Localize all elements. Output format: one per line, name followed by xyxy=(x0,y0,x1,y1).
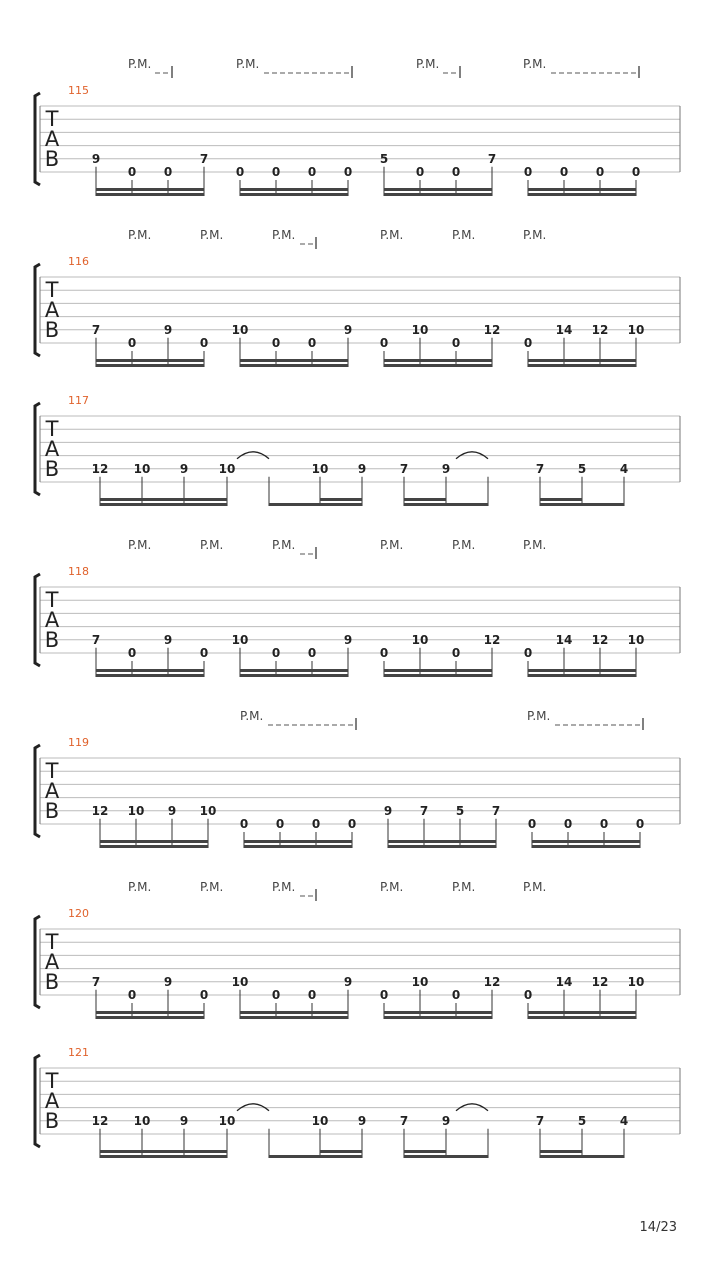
tab-system xyxy=(35,228,680,367)
fret-number: 9 xyxy=(163,974,173,989)
system-bracket xyxy=(35,93,40,185)
beam xyxy=(384,193,492,196)
beam-secondary xyxy=(388,840,496,843)
beam-secondary xyxy=(528,188,636,191)
fret-number: 0 xyxy=(127,165,137,179)
tab-clef-letter: B xyxy=(44,147,60,171)
tab-clef-letter: T xyxy=(45,278,59,302)
fret-number: 0 xyxy=(559,165,569,179)
beam-secondary xyxy=(240,359,348,362)
palm-mute-label: P.M. xyxy=(452,880,476,894)
tab-clef-letter: B xyxy=(44,457,60,481)
beam xyxy=(269,503,362,506)
tab-clef-letter: A xyxy=(44,779,60,803)
beam-secondary xyxy=(100,840,208,843)
beam xyxy=(240,674,348,677)
beam xyxy=(96,674,204,677)
fret-number: 10 xyxy=(411,974,429,989)
fret-number: 14 xyxy=(555,632,573,647)
beam-secondary xyxy=(96,359,204,362)
fret-number: 0 xyxy=(307,646,317,660)
tab-system xyxy=(35,538,680,677)
beam-secondary xyxy=(532,840,640,843)
beam xyxy=(528,364,636,367)
fret-number: 10 xyxy=(231,632,249,647)
fret-number: 10 xyxy=(627,632,645,647)
fret-number: 0 xyxy=(451,988,461,1002)
fret-number: 10 xyxy=(311,461,329,476)
fret-number: 9 xyxy=(383,803,393,818)
beam xyxy=(269,1155,362,1158)
palm-mute-label: P.M. xyxy=(380,880,404,894)
tab-clef-letter: T xyxy=(45,930,59,954)
fret-number: 9 xyxy=(441,1113,451,1128)
fret-number: 10 xyxy=(231,974,249,989)
fret-number: 0 xyxy=(379,988,389,1002)
beam-secondary xyxy=(96,669,204,672)
fret-number: 10 xyxy=(311,1113,329,1128)
fret-number: 0 xyxy=(379,336,389,350)
fret-number: 0 xyxy=(343,165,353,179)
fret-number: 9 xyxy=(167,803,177,818)
tab-clef-letter: A xyxy=(44,127,60,151)
fret-number: 0 xyxy=(271,988,281,1002)
fret-number: 10 xyxy=(127,803,145,818)
fret-number: 0 xyxy=(199,988,209,1002)
beam xyxy=(540,1155,624,1158)
system-bracket xyxy=(35,745,40,837)
tab-system xyxy=(35,880,680,1019)
palm-mute-label: P.M. xyxy=(272,880,296,894)
palm-mute-label: P.M. xyxy=(523,57,547,71)
beam xyxy=(100,845,208,848)
beam xyxy=(240,193,348,196)
palm-mute-label: P.M. xyxy=(523,538,547,552)
fret-number: 12 xyxy=(91,461,109,476)
beam-secondary xyxy=(320,1150,362,1153)
tab-clef-letter: A xyxy=(44,1089,60,1113)
tab-clef-letter: B xyxy=(44,1109,60,1133)
fret-number: 0 xyxy=(451,165,461,179)
system-bracket xyxy=(35,574,40,666)
beam xyxy=(532,845,640,848)
beam-secondary xyxy=(384,359,492,362)
palm-mute-label: P.M. xyxy=(200,538,224,552)
fret-number: 10 xyxy=(411,322,429,337)
palm-mute-label: P.M. xyxy=(380,538,404,552)
beam-secondary xyxy=(384,1011,492,1014)
fret-number: 0 xyxy=(523,165,533,179)
fret-number: 9 xyxy=(343,974,353,989)
fret-number: 12 xyxy=(591,974,609,989)
fret-number: 12 xyxy=(591,632,609,647)
fret-number: 12 xyxy=(591,322,609,337)
beam xyxy=(96,364,204,367)
fret-number: 10 xyxy=(199,803,217,818)
measure-number: 117 xyxy=(68,394,89,407)
tab-system xyxy=(35,709,680,848)
fret-number: 7 xyxy=(487,151,497,166)
fret-number: 9 xyxy=(441,461,451,476)
tab-clef-letter: A xyxy=(44,608,60,632)
fret-number: 10 xyxy=(218,461,236,476)
tab-clef-letter: A xyxy=(44,437,60,461)
fret-number: 0 xyxy=(271,336,281,350)
beam-secondary xyxy=(384,188,492,191)
fret-number: 7 xyxy=(91,632,101,647)
palm-mute-label: P.M. xyxy=(128,538,152,552)
fret-number: 0 xyxy=(275,817,285,831)
beam xyxy=(384,1016,492,1019)
palm-mute-label: P.M. xyxy=(527,709,551,723)
fret-number: 9 xyxy=(91,151,101,166)
beam-secondary xyxy=(320,498,362,501)
fret-number: 0 xyxy=(127,988,137,1002)
fret-number: 9 xyxy=(179,461,189,476)
fret-number: 7 xyxy=(91,974,101,989)
fret-number: 0 xyxy=(527,817,537,831)
beam-secondary xyxy=(240,188,348,191)
fret-number: 0 xyxy=(599,817,609,831)
fret-number: 0 xyxy=(595,165,605,179)
fret-number: 9 xyxy=(163,632,173,647)
fret-number: 7 xyxy=(491,803,501,818)
beam xyxy=(540,503,624,506)
fret-number: 10 xyxy=(411,632,429,647)
tab-clef-letter: T xyxy=(45,1069,59,1093)
fret-number: 0 xyxy=(307,165,317,179)
beam xyxy=(528,1016,636,1019)
palm-mute-label: P.M. xyxy=(452,538,476,552)
beam xyxy=(100,1155,227,1158)
system-bracket xyxy=(35,403,40,495)
fret-number: 10 xyxy=(231,322,249,337)
beam xyxy=(244,845,352,848)
fret-number: 12 xyxy=(483,632,501,647)
palm-mute-label: P.M. xyxy=(523,880,547,894)
fret-number: 0 xyxy=(451,336,461,350)
beam-secondary xyxy=(540,1150,582,1153)
beam-secondary xyxy=(96,1011,204,1014)
tab-system xyxy=(35,1046,680,1158)
fret-number: 0 xyxy=(271,165,281,179)
beam-secondary xyxy=(540,498,582,501)
beam xyxy=(384,364,492,367)
measure-number: 120 xyxy=(68,907,89,920)
fret-number: 5 xyxy=(577,461,587,476)
fret-number: 7 xyxy=(535,1113,545,1128)
fret-number: 5 xyxy=(455,803,465,818)
fret-number: 0 xyxy=(235,165,245,179)
fret-number: 0 xyxy=(451,646,461,660)
fret-number: 7 xyxy=(399,1113,409,1128)
fret-number: 14 xyxy=(555,322,573,337)
fret-number: 0 xyxy=(523,988,533,1002)
tab-clef-letter: T xyxy=(45,759,59,783)
beam-secondary xyxy=(244,840,352,843)
beam-secondary xyxy=(240,1011,348,1014)
beam-secondary xyxy=(100,1150,227,1153)
beam-secondary xyxy=(404,1150,446,1153)
palm-mute-label: P.M. xyxy=(128,880,152,894)
fret-number: 12 xyxy=(483,974,501,989)
fret-number: 0 xyxy=(199,336,209,350)
fret-number: 10 xyxy=(133,461,151,476)
tab-clef-letter: A xyxy=(44,950,60,974)
measure-number: 118 xyxy=(68,565,89,578)
beam xyxy=(240,364,348,367)
fret-number: 9 xyxy=(357,461,367,476)
beam-secondary xyxy=(100,498,227,501)
fret-number: 7 xyxy=(535,461,545,476)
fret-number: 9 xyxy=(343,632,353,647)
palm-mute-label: P.M. xyxy=(128,228,152,242)
fret-number: 0 xyxy=(563,817,573,831)
beam xyxy=(240,1016,348,1019)
fret-number: 10 xyxy=(133,1113,151,1128)
fret-number: 0 xyxy=(379,646,389,660)
palm-mute-label: P.M. xyxy=(272,538,296,552)
beam-secondary xyxy=(96,188,204,191)
beam-secondary xyxy=(404,498,446,501)
palm-mute-label: P.M. xyxy=(236,57,260,71)
measure-number: 116 xyxy=(68,255,89,268)
fret-number: 0 xyxy=(523,646,533,660)
system-bracket xyxy=(35,1055,40,1147)
tab-system xyxy=(35,57,680,196)
beam-secondary xyxy=(528,1011,636,1014)
beam xyxy=(388,845,496,848)
beam-secondary xyxy=(528,669,636,672)
tab-clef-letter: B xyxy=(44,799,60,823)
beam-secondary xyxy=(528,359,636,362)
tab-clef-letter: T xyxy=(45,417,59,441)
beam xyxy=(404,1155,488,1158)
fret-number: 12 xyxy=(91,1113,109,1128)
tab-clef-letter: T xyxy=(45,588,59,612)
fret-number: 0 xyxy=(635,817,645,831)
fret-number: 10 xyxy=(218,1113,236,1128)
palm-mute-label: P.M. xyxy=(523,228,547,242)
page-number: 14/23 xyxy=(639,1220,677,1235)
fret-number: 7 xyxy=(419,803,429,818)
tab-clef-letter: B xyxy=(44,628,60,652)
palm-mute-label: P.M. xyxy=(380,228,404,242)
tab-clef-letter: B xyxy=(44,970,60,994)
fret-number: 0 xyxy=(311,817,321,831)
beam xyxy=(528,674,636,677)
palm-mute-label: P.M. xyxy=(452,228,476,242)
system-bracket xyxy=(35,264,40,356)
fret-number: 9 xyxy=(343,322,353,337)
fret-number: 0 xyxy=(347,817,357,831)
fret-number: 0 xyxy=(307,336,317,350)
fret-number: 0 xyxy=(199,646,209,660)
tab-clef-letter: A xyxy=(44,298,60,322)
fret-number: 7 xyxy=(199,151,209,166)
fret-number: 5 xyxy=(379,151,389,166)
fret-number: 12 xyxy=(483,322,501,337)
fret-number: 12 xyxy=(91,803,109,818)
palm-mute-label: P.M. xyxy=(416,57,440,71)
system-bracket xyxy=(35,916,40,1008)
palm-mute-label: P.M. xyxy=(200,880,224,894)
fret-number: 10 xyxy=(627,322,645,337)
fret-number: 7 xyxy=(91,322,101,337)
fret-number: 0 xyxy=(307,988,317,1002)
tab-system xyxy=(35,394,680,506)
beam xyxy=(384,674,492,677)
fret-number: 0 xyxy=(631,165,641,179)
measure-number: 115 xyxy=(68,84,89,97)
fret-number: 0 xyxy=(271,646,281,660)
beam xyxy=(96,1016,204,1019)
palm-mute-label: P.M. xyxy=(272,228,296,242)
fret-number: 5 xyxy=(577,1113,587,1128)
tab-clef-letter: T xyxy=(45,107,59,131)
fret-number: 0 xyxy=(127,336,137,350)
beam xyxy=(404,503,488,506)
fret-number: 10 xyxy=(627,974,645,989)
fret-number: 0 xyxy=(127,646,137,660)
fret-number: 0 xyxy=(239,817,249,831)
measure-number: 121 xyxy=(68,1046,89,1059)
measure-number: 119 xyxy=(68,736,89,749)
fret-number: 4 xyxy=(619,1113,629,1128)
palm-mute-label: P.M. xyxy=(240,709,264,723)
beam-secondary xyxy=(384,669,492,672)
fret-number: 9 xyxy=(163,322,173,337)
fret-number: 14 xyxy=(555,974,573,989)
palm-mute-label: P.M. xyxy=(200,228,224,242)
fret-number: 9 xyxy=(179,1113,189,1128)
fret-number: 9 xyxy=(357,1113,367,1128)
fret-number: 0 xyxy=(415,165,425,179)
beam xyxy=(96,193,204,196)
fret-number: 7 xyxy=(399,461,409,476)
fret-number: 0 xyxy=(523,336,533,350)
fret-number: 4 xyxy=(619,461,629,476)
palm-mute-label: P.M. xyxy=(128,57,152,71)
beam xyxy=(100,503,227,506)
beam-secondary xyxy=(240,669,348,672)
fret-number: 0 xyxy=(163,165,173,179)
beam xyxy=(528,193,636,196)
tab-clef-letter: B xyxy=(44,318,60,342)
